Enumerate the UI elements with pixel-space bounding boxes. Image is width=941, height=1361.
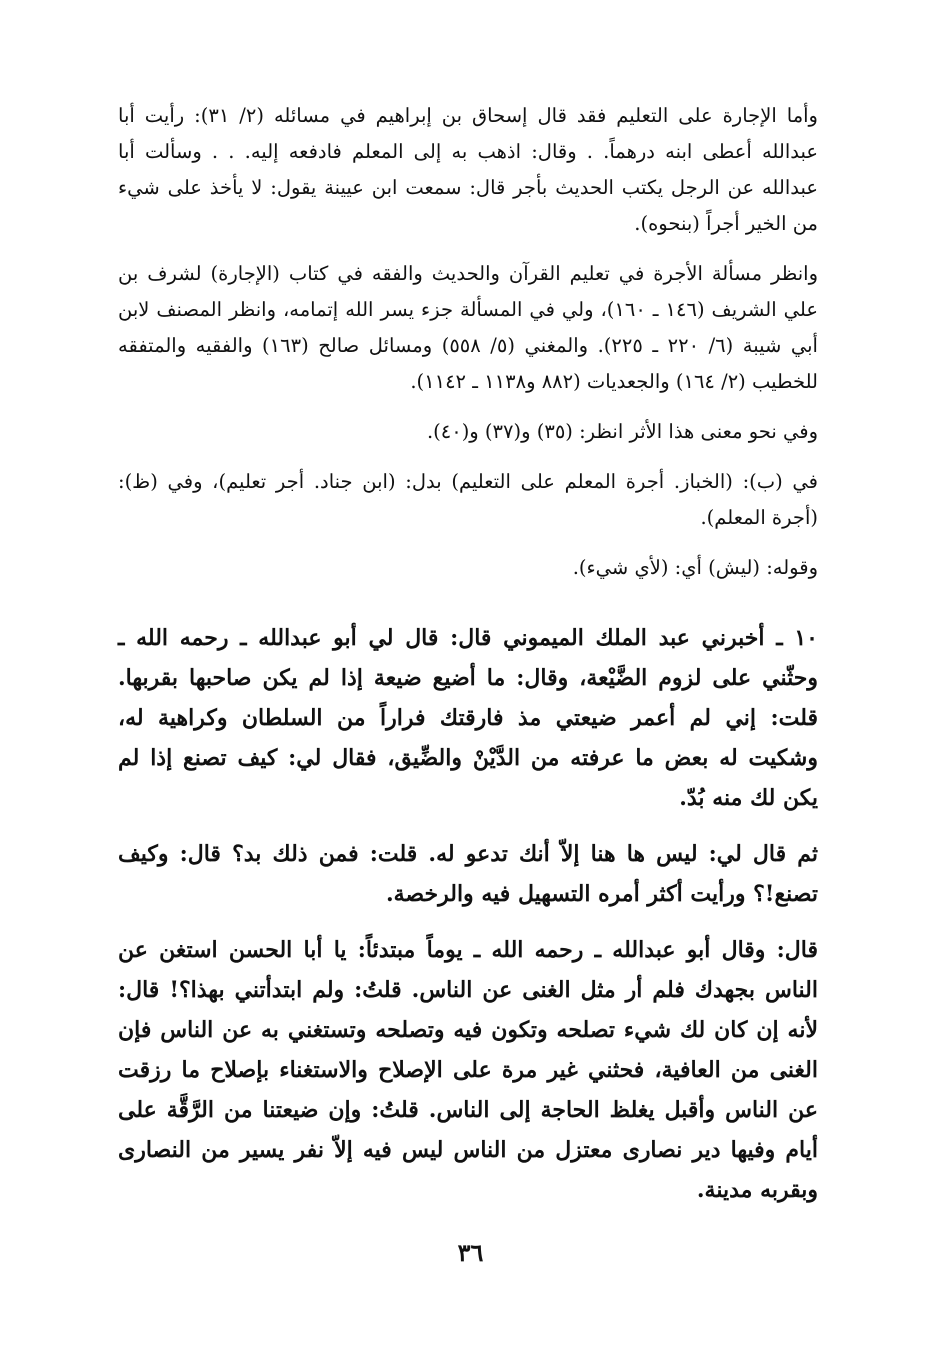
- footnote-paragraph-2: وانظر مسألة الأجرة في تعليم القرآن والحديث والفقه في كتاب (الإجارة) لشرف بن علي الشريف (١٤٦ ـ ١٦٠)، ولي في المسألة جزء يسر الله إتمامه، وانظر المصنف لابن أبي شيبة (٦/ ٢٢٠ ـ ٢٢٥). والمغني (٥/ ٥٥٨) ومسائل صالح (١٦٣) والفقيه والمتفقه للخطيب (٢/ ١٦٤) والجعديات (٨٨٢ و١١٣٨ ـ ١١٤٢).: [118, 262, 818, 393]
- section-gap: [118, 600, 818, 618]
- text-block: [118, 98, 818, 1226]
- narration-paragraph-3: قال: وقال أبو عبدالله ـ رحمه الله ـ يوماً مبتدئاً: يا أبا الحسن استغن عن الناس بجهدك فلم أر مثل الغنى عن الناس. قلتُ: ولم ابتدأتني بهذا؟! قال: لأنه إن كان لك شيء تصلحه وتكون فيه وتصلحه وتستغني به عن الناس فإن الغنى من العافية، فحثني غير مرة على الإصلاح والاستغناء بإصلاح ما رزقت عن الناس وأقبل يغلظ الحاجة إلى الناس. قلتُ: وإن ضيعتنا من الرَّقَّة على أيام وفيها دير نصارى معتزل من الناس ليس فيه إلاّ نفر يسير من النصارى وبقربه مدينة.: [118, 937, 818, 1203]
- footnote-paragraph-3: وفي نحو معنى هذا الأثر انظر: (٣٥) و(٣٧) و(٤٠).: [426, 420, 818, 443]
- footnote-paragraph-1: وأما الإجارة على التعليم فقد قال إسحاق بن إبراهيم في مسائله (٢/ ٣١): رأيت أبا عبدالله أعطى ابنه درهماً. . وقال: اذهب به إلى المعلم فادفعه إليه. . . وسألت أبا عبدالله عن الرجل يكتب الحديث بأجر قال: سمعت ابن عيينة يقول: لا يأخذ على شيء من الخير أجراً (بنحوه).: [118, 104, 818, 235]
- footnote-paragraph-5: وقوله: (ليش) أي: (لأي شيء).: [572, 556, 818, 579]
- page-number: ٣٦: [457, 1238, 484, 1267]
- narration-paragraph-2: ثم قال لي: ليس ها هنا إلاّ أنك تدعو له. قلت: فمن ذلك بد؟ قال: وكيف تصنع!؟ ورأيت أكثر أمره التسهيل فيه والرخصة.: [118, 841, 818, 907]
- narration-paragraph-1: ١٠ ـ أخبرني عبد الملك الميموني قال: قال لي أبو عبدالله ـ رحمه الله ـ وحثّني على لزوم الضَّيْعة، وقال: ما أضيع ضيعة إذا لم يكن صاحبها بقربها. قلت: إني لم أعمر ضيعتي مذ فارقتك فراراً من السلطان وكراهية له، وشكيت له بعض ما عرفته من الدَّيْنْ والضِّيق، فقال لي: كيف تصنع إذا لم يكن لك منه بُدّ.: [118, 625, 818, 811]
- footnote-paragraph-4: في (ب): (الخباز. أجرة المعلم على التعليم) بدل: (ابن جناد. أجر تعليم)، وفي (ظ): (أجرة المعلم).: [118, 470, 818, 529]
